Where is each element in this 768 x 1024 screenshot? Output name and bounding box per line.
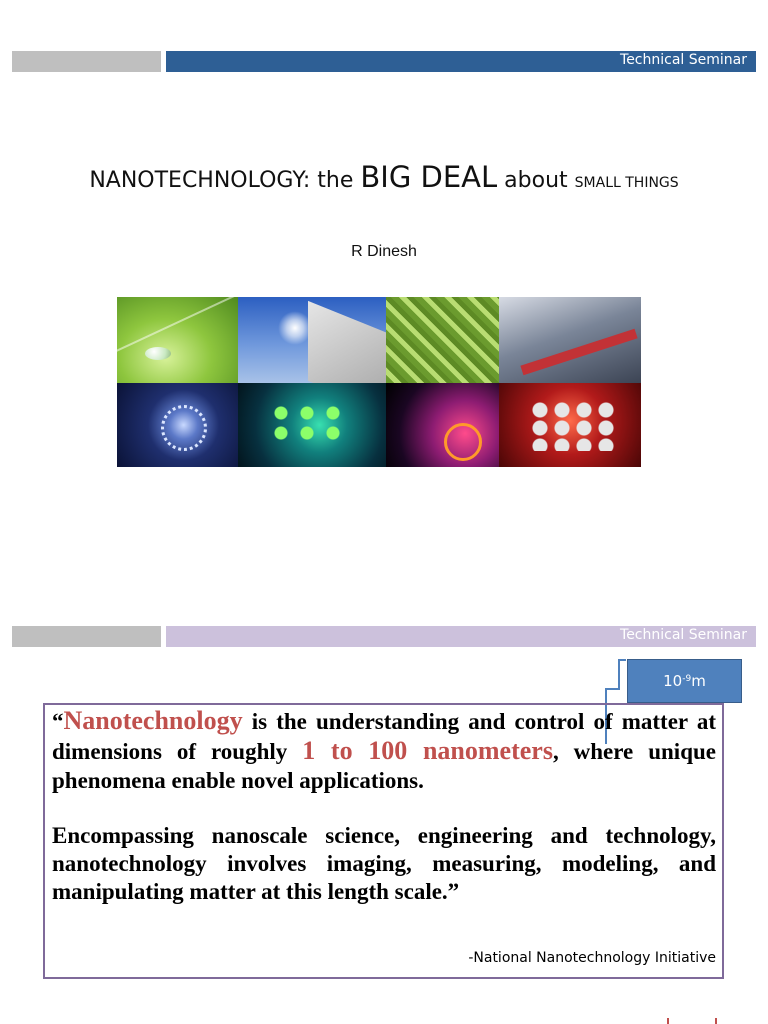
highlight-nanotechnology: Nanotechnology [63,706,243,735]
quote-open-mark: “ [52,709,64,734]
header-label: Technical Seminar [620,52,747,68]
title-part-1: NANOTECHNOLOGY: the [89,168,361,193]
image-collage [117,297,641,467]
quote-text-b: , where unique phenomena enable novel applications. [52,739,716,793]
title-part-3: about [497,168,575,193]
scale-callout [627,659,742,703]
header-bar [166,626,756,647]
title-part-2: BIG DEAL [360,160,498,194]
header-bar [166,51,756,72]
quote-text-a: is the understanding and control of matter at dimensions of roughly [52,709,716,764]
scale-exponent: -9 [682,674,692,684]
quote-paragraph-1 [52,706,716,795]
header-label: Technical Seminar [620,627,747,643]
header-grey-bar [12,51,161,72]
title-part-4: SMALL THINGS [574,175,679,191]
sail-boat-image [499,297,641,383]
slide-definition [0,600,768,1024]
cyclist-image [386,383,499,467]
author-name: R Dinesh [351,243,417,260]
header-grey-bar [12,626,161,647]
quote-attribution: -National Nanotechnology Initiative [468,950,716,966]
quote-paragraph-2: Encompassing nanoscale science, engineering and technology, nanotechnology involves imaging, measuring, modeling, and manipulating matter at this length scale.” [52,823,716,904]
leaf-water-droplet-image [117,297,238,383]
carbon-nanotube-spheres-image [499,383,641,467]
slide-edge-mark [660,1010,720,1024]
slide-title-text [0,160,768,194]
scale-base: 10 [663,672,683,690]
scale-unit: m [691,672,706,690]
molecular-network-image [238,383,386,467]
highlight-nanometer-range: 1 to 100 nanometers [302,736,553,765]
virus-particle-image [117,383,238,467]
woven-fiber-image [386,297,499,383]
building-sun-image [238,297,386,383]
